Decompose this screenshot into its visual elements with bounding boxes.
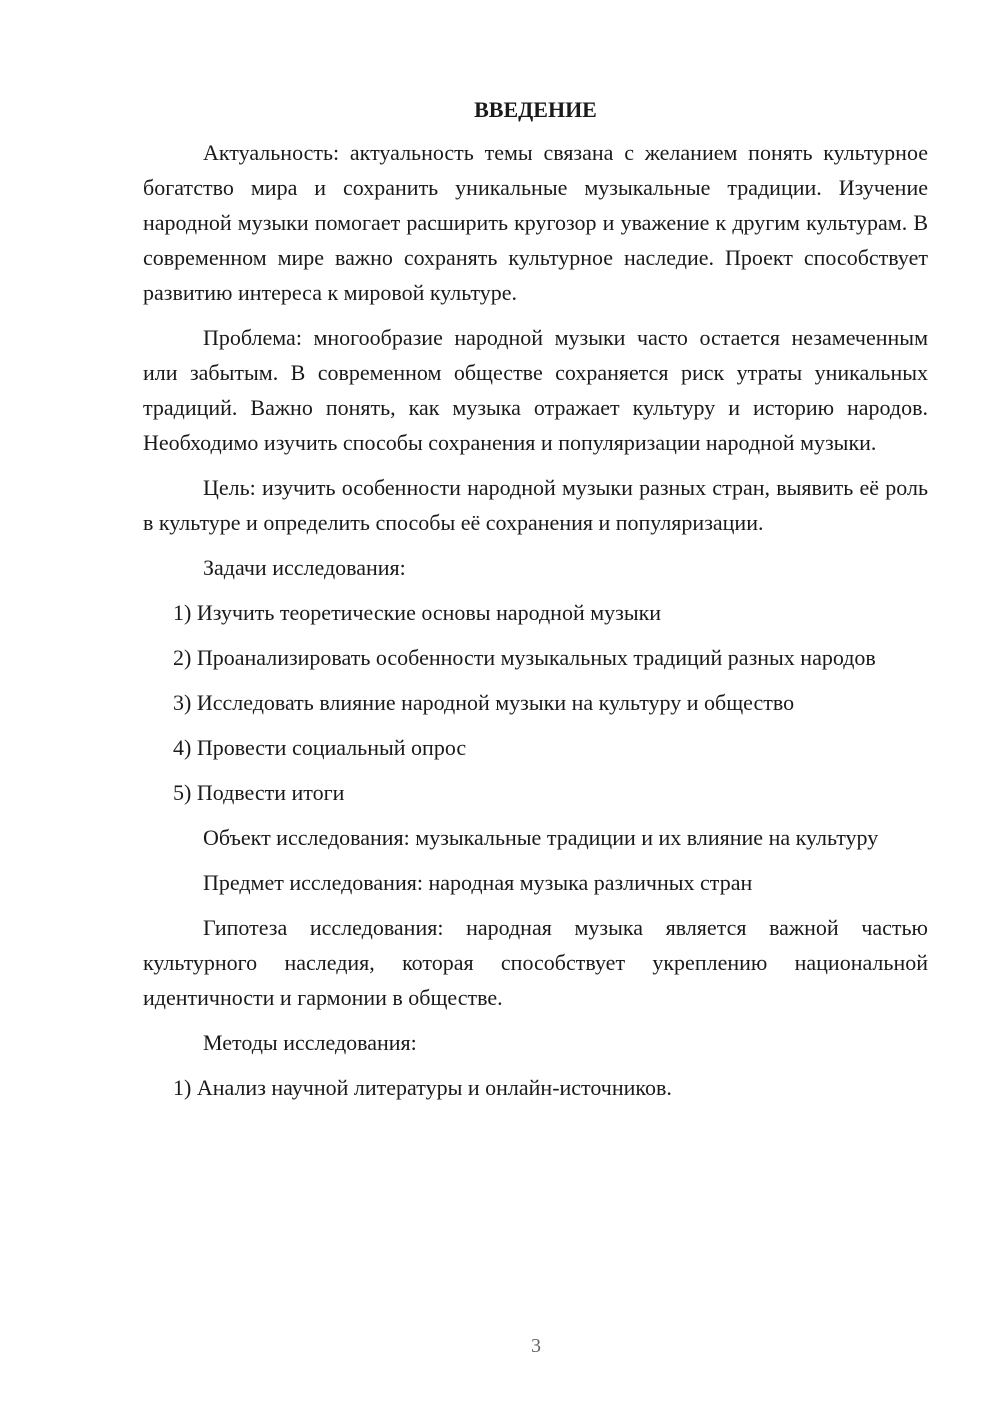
task-item-1: 1) Изучить теоретические основы народной музыки bbox=[173, 600, 662, 625]
page-content bbox=[143, 95, 928, 1115]
task-item-4: 4) Провести социальный опрос bbox=[173, 735, 467, 760]
paragraph-relevance: Актуальность: актуальность темы связана с желанием понять культурное богатство мира и сохранить уникальные музыкальные традиции. Изучение народной музыки помогает расширить кругозор и уважение к другим культурам. В современном мире важно сохранять культурное наследие. Проект способствует развитию интереса к мировой культуре. bbox=[143, 140, 928, 305]
paragraph-subject: Предмет исследования: народная музыка различных стран bbox=[203, 870, 753, 895]
document-title: ВВЕДЕНИЕ bbox=[474, 97, 597, 122]
paragraph-object: Объект исследования: музыкальные традиции и их влияние на культуру bbox=[203, 825, 879, 850]
page-number: 3 bbox=[531, 1335, 541, 1357]
tasks-heading: Задачи исследования: bbox=[203, 555, 406, 580]
methods-heading: Методы исследования: bbox=[203, 1030, 417, 1055]
paragraph-problem: Проблема: многообразие народной музыки часто остается незамеченным или забытым. В современном обществе сохраняется риск утраты уникальных традиций. Важно понять, как музыка отражает культуру и историю народов. Необходимо изучить способы сохранения и популяризации народной музыки. bbox=[143, 325, 928, 455]
task-item-2: 2) Проанализировать особенности музыкальных традиций разных народов bbox=[173, 645, 876, 670]
task-item-5: 5) Подвести итоги bbox=[173, 780, 345, 805]
task-item-3: 3) Исследовать влияние народной музыки на культуру и общество bbox=[173, 690, 795, 715]
paragraph-goal: Цель: изучить особенности народной музыки разных стран, выявить её роль в культуре и определить способы её сохранения и популяризации. bbox=[143, 475, 928, 535]
method-item-1: 1) Анализ научной литературы и онлайн-источников. bbox=[173, 1075, 672, 1100]
paragraph-hypothesis: Гипотеза исследования: народная музыка является важной частью культурного наследия, которая способствует укреплению национальной идентичности и гармонии в обществе. bbox=[143, 915, 928, 1010]
